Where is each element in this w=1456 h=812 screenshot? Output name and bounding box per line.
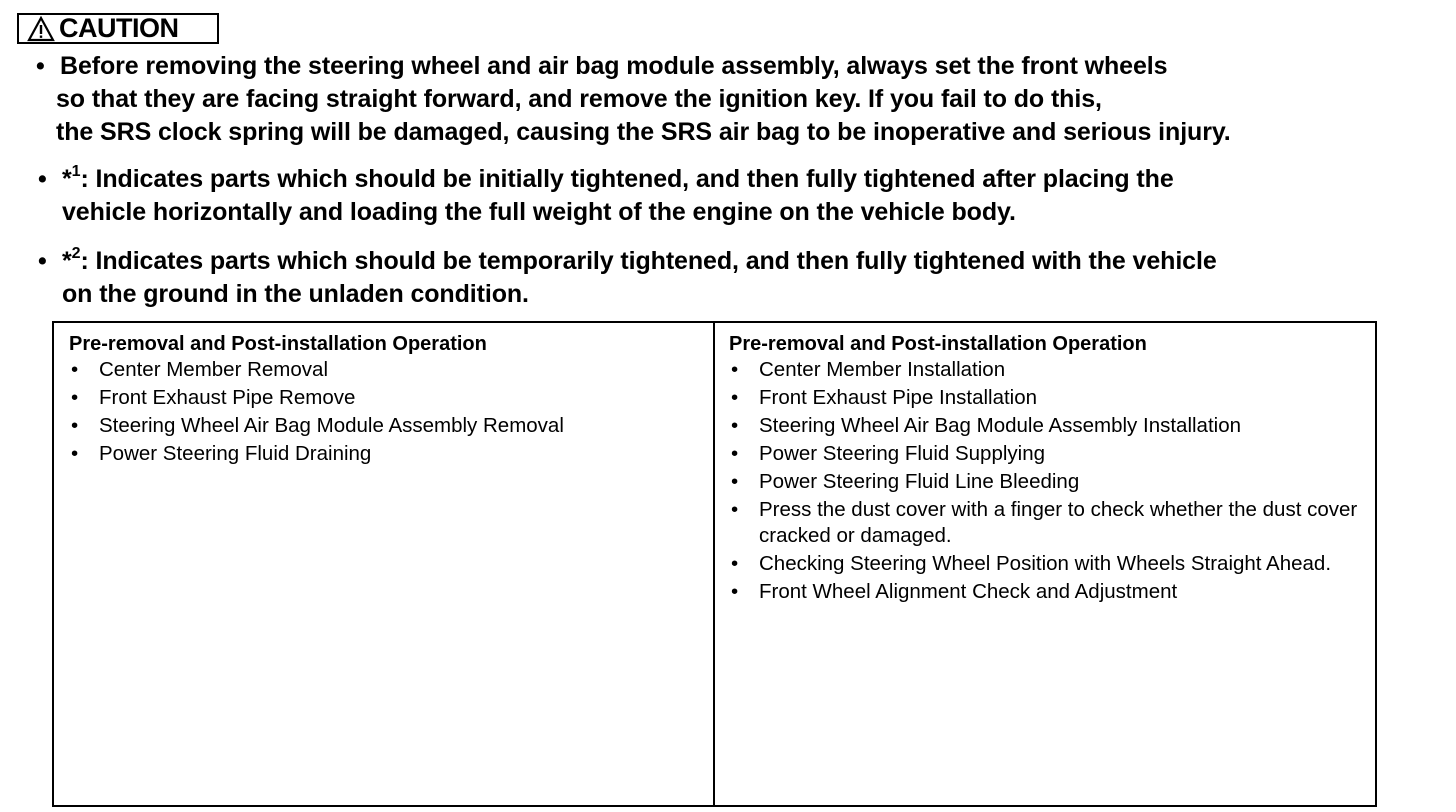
list-item: • Center Member Installation: [729, 357, 1359, 383]
note-line: so that they are facing straight forward, and remove the ignition key. If you fail to do this,: [56, 85, 1102, 113]
warning-triangle-icon: [27, 16, 55, 42]
note-marker: *: [62, 247, 72, 275]
note-line: the SRS clock spring will be damaged, causing the SRS air bag to be inoperative and serious injury.: [56, 118, 1231, 146]
note-line: vehicle horizontally and loading the full weight of the engine on the vehicle body.: [62, 198, 1016, 226]
note-superscript: 2: [71, 244, 81, 262]
list-item: • Power Steering Fluid Draining: [69, 441, 713, 467]
note-superscript: 1: [71, 162, 81, 180]
caution-header: [17, 13, 219, 44]
bullet-icon: •: [38, 247, 47, 275]
note-text: : Indicates parts which should be temporarily tightened, and then fully tightened with the vehicle: [80, 247, 1217, 275]
list-item: • Press the dust cover with a finger to check whether the dust cover cracked or damaged.: [729, 497, 1359, 549]
list-item: • Power Steering Fluid Supplying: [729, 441, 1359, 467]
list-item: • Front Exhaust Pipe Remove: [69, 385, 713, 411]
list-item: • Center Member Removal: [69, 357, 713, 383]
operations-list: [69, 357, 713, 467]
list-item: • Power Steering Fluid Line Bleeding: [729, 469, 1359, 495]
column-heading: Pre-removal and Post-installation Operation: [729, 333, 1147, 355]
note-line: [62, 245, 1217, 278]
installation-operations-column: [715, 323, 1375, 805]
caution-note-initial-tighten: [38, 162, 1174, 229]
note-line: [62, 163, 1174, 196]
caution-label: CAUTION: [59, 13, 179, 43]
operations-table: [52, 321, 1377, 807]
bullet-icon: •: [36, 52, 45, 80]
list-item: • Steering Wheel Air Bag Module Assembly Removal: [69, 413, 713, 439]
caution-note-steering-wheel: [36, 50, 1231, 149]
removal-operations-column: [54, 323, 715, 805]
list-item: • Checking Steering Wheel Position with Wheels Straight Ahead.: [729, 551, 1359, 577]
list-item: • Steering Wheel Air Bag Module Assembly Installation: [729, 413, 1359, 439]
note-text: : Indicates parts which should be initially tightened, and then fully tightened after placing the: [80, 165, 1174, 193]
note-line: on the ground in the unladen condition.: [62, 280, 529, 308]
column-heading: Pre-removal and Post-installation Operation: [69, 333, 487, 355]
list-item: • Front Wheel Alignment Check and Adjustment: [729, 579, 1359, 605]
note-marker: *: [62, 165, 72, 193]
list-item: • Front Exhaust Pipe Installation: [729, 385, 1359, 411]
note-line: Before removing the steering wheel and air bag module assembly, always set the front wheels: [60, 52, 1168, 80]
caution-note-temporary-tighten: [38, 244, 1217, 311]
bullet-icon: •: [38, 165, 47, 193]
operations-list: [729, 357, 1375, 605]
